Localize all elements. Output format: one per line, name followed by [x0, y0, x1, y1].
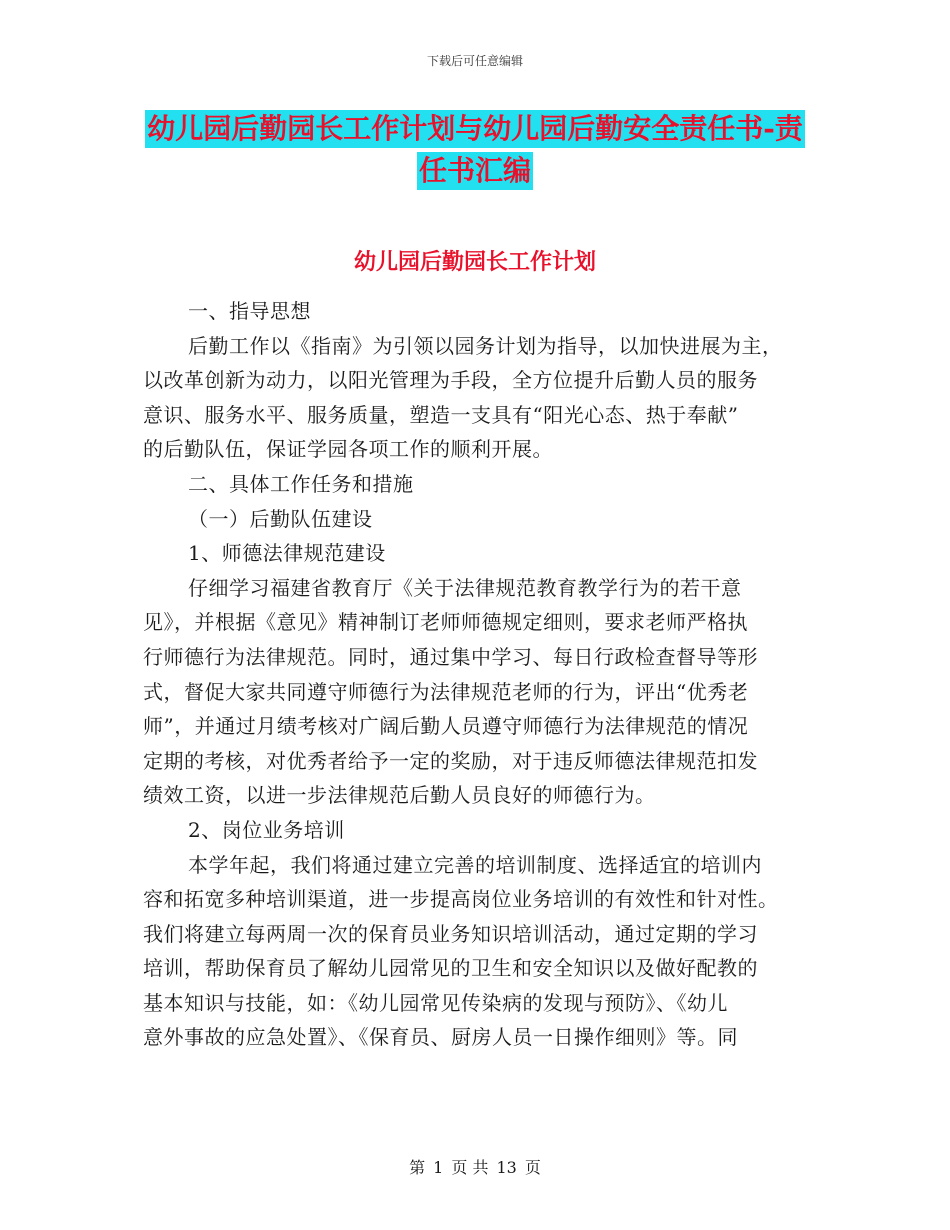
document-title: [0, 110, 950, 190]
paragraph-line: 的后勤队伍，保证学园各项工作的顺利开展。: [143, 437, 553, 462]
page-header: 下载后可任意编辑: [426, 54, 523, 68]
paragraph-line: 容和拓宽多种培训渠道，进一步提高岗位业务培训的有效性和针对性。: [143, 887, 779, 912]
footer-mid: 页 共: [451, 1158, 489, 1177]
paragraph-line: 培训，帮助保育员了解幼儿园常见的卫生和安全知识以及做好配教的: [143, 956, 758, 981]
paragraph-line: 式，督促大家共同遵守师德行为法律规范老师的行为，评出“优秀老: [143, 679, 749, 704]
paragraph-line: 仔细学习福建省教育厅《关于法律规范教育教学行为的若干意: [188, 575, 742, 600]
title-line-2: 任书汇编: [417, 152, 533, 190]
paragraph-line: 意识、服务水平、服务质量，塑造一支具有“阳光心态、热于奉献”: [143, 402, 739, 427]
body-text: [143, 294, 823, 1055]
paragraph-line: 见》，并根据《意见》精神制订老师师德规定细则，要求老师严格执: [143, 610, 748, 635]
paragraph-line: 绩效工资，以进一步法律规范后勤人员良好的师德行为。: [143, 783, 656, 808]
paragraph-line: 意外事故的应急处置》、《保育员、厨房人员一日操作细则》等。同: [143, 1025, 738, 1050]
title-line-1: 幼儿园后勤园长工作计划与幼儿园后勤安全责任书-责: [145, 110, 805, 148]
paragraph-line: 行师德行为法律规范。同时，通过集中学习、每日行政检查督导等形: [143, 644, 758, 669]
heading-tasks-measures: 二、具体工作任务和措施: [188, 471, 414, 496]
footer-prefix: 第: [409, 1158, 426, 1177]
section-title: 幼儿园后勤园长工作计划: [353, 249, 596, 275]
paragraph-line: 我们将建立每两周一次的保育员业务知识培训活动，通过定期的学习: [143, 921, 758, 946]
paragraph-line: 本学年起，我们将通过建立完善的培训制度、选择适宜的培训内: [188, 852, 762, 877]
heading-team-building: （一）后勤队伍建设: [188, 506, 373, 531]
footer-suffix: 页: [524, 1158, 541, 1177]
paragraph-line: 定期的考核，对优秀者给予一定的奖励，对于违反师德法律规范扣发: [143, 748, 758, 773]
paragraph-line: 后勤工作以《指南》为引领以园务计划为指导，以加快进展为主，: [188, 333, 783, 358]
heading-ethics-norms: 1、师德法律规范建设: [188, 541, 386, 566]
footer-page-number: 1: [433, 1158, 444, 1177]
paragraph-line: 师”，并通过月绩考核对广阔后勤人员遵守师德行为法律规范的情况: [143, 714, 749, 739]
page-footer: [0, 1155, 950, 1178]
heading-job-training: 2、岗位业务培训: [188, 817, 345, 842]
footer-total-pages: 13: [496, 1158, 517, 1177]
paragraph-line: 基本知识与技能，如：《幼儿园常见传染病的发现与预防》、《幼儿: [143, 990, 728, 1015]
paragraph-line: 以改革创新为动力，以阳光管理为手段，全方位提升后勤人员的服务: [143, 368, 758, 393]
heading-guiding-ideology: 一、指导思想: [188, 299, 311, 323]
